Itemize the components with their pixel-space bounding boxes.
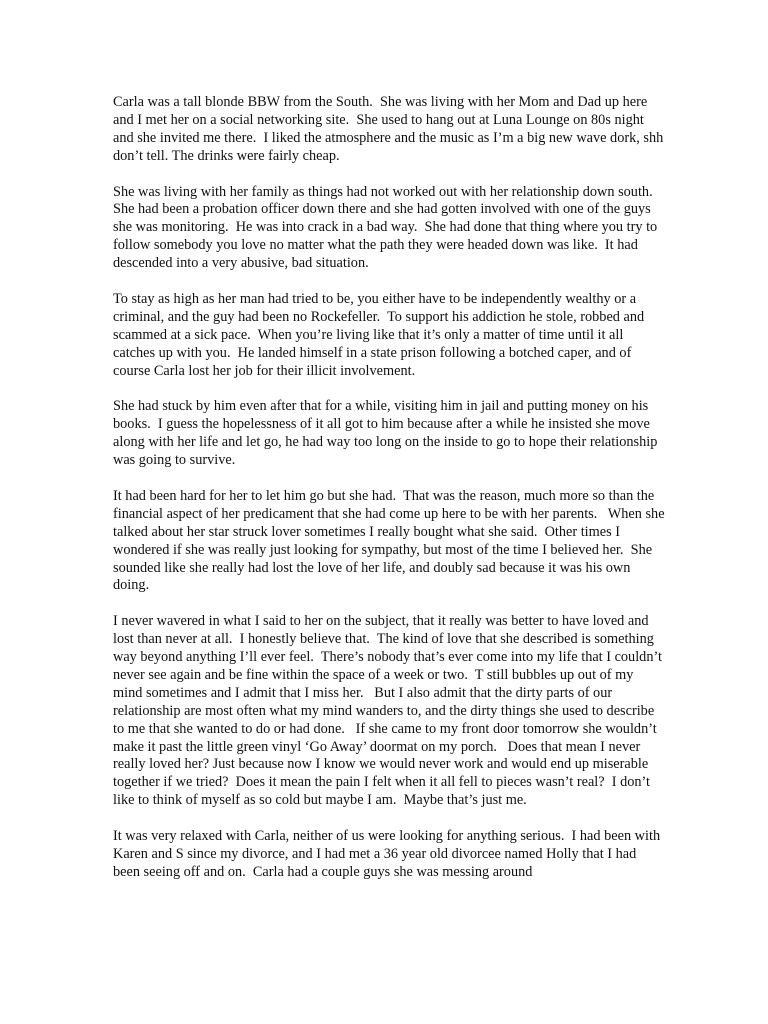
- paragraph: She was living with her family as things had not worked out with her relationship down south. She had been a probation officer down there and she had gotten involved with one of the guys she was monitoring. He was into crack in a bad way. She had done that thing where you try to follow somebody you love no matter what the path they were headed down was like. It had descended into a very abusive, bad situation.: [113, 183, 661, 272]
- paragraph: She had stuck by him even after that for a while, visiting him in jail and putting money on his books. I guess the hopelessness of it all got to him because after a while he insisted she move along with her life and let go, he had way too long on the inside to go to hope their relationship was going to survive.: [113, 398, 661, 469]
- paragraph: To stay as high as her man had tried to be, you either have to be independently wealthy or a criminal, and the guy had been no Rockefeller. To support his addiction he stole, robbed and scammed at a sick pace. When you’re living like that it’s only a matter of time until it all catches up with you. He landed himself in a state prison following a botched caper, and of course Carla lost her job for their illicit involvement.: [113, 290, 648, 379]
- paragraph: I never wavered in what I said to her on the subject, that it really was better to have loved and lost than never at all. I honestly believe that. The kind of love that she described is something way beyond anything I’ll ever feel. There’s nobody that’s ever come into my life that I couldn’t never see again and be fine within the space of a week or two. T still bubbles up out of my mind sometimes and I admit that I miss her. But I also admit that the dirty parts of our relationship are most often what my mind wanders to, and the dirty things she used to describe to me that she wanted to do or had done. If she came to my front door tomorrow she wouldn’t make it past the little green vinyl ‘Go Away’ doormat on my porch. Does that mean I never really loved her? Just because now I know we would never work and would end up miserable together if we tried? Does it mean the pain I felt when it all fell to pieces wasn’t real? I don’t like to think of myself as so cold but maybe I am. Maybe that’s just me.: [113, 613, 666, 809]
- paragraph: It had been hard for her to let him go but she had. That was the reason, much more so than the financial aspect of her predicament that she had come up here to be with her parents. When she talked about her star struck lover sometimes I really bought what she said. Other times I wondered if she was really just looking for sympathy, but most of the time I believed her. She sounded like she really had lost the love of her life, and doubly sad because it was his own doing.: [113, 487, 669, 594]
- paragraph: Carla was a tall blonde BBW from the South. She was living with her Mom and Dad up here and I met her on a social networking site. She used to hang out at Luna Lounge on 80s night and she invited me there. I liked the atmosphere and the music as I’m a big new wave dork, shh don’t tell. The drinks were fairly cheap.: [113, 94, 667, 164]
- paragraph: It was very relaxed with Carla, neither of us were looking for anything serious. I had been with Karen and S since my divorce, and I had met a 36 year old divorcee named Holly that I had been seeing off and on. Carla had a couple guys she was messing around: [113, 828, 664, 880]
- document-body: [113, 94, 669, 900]
